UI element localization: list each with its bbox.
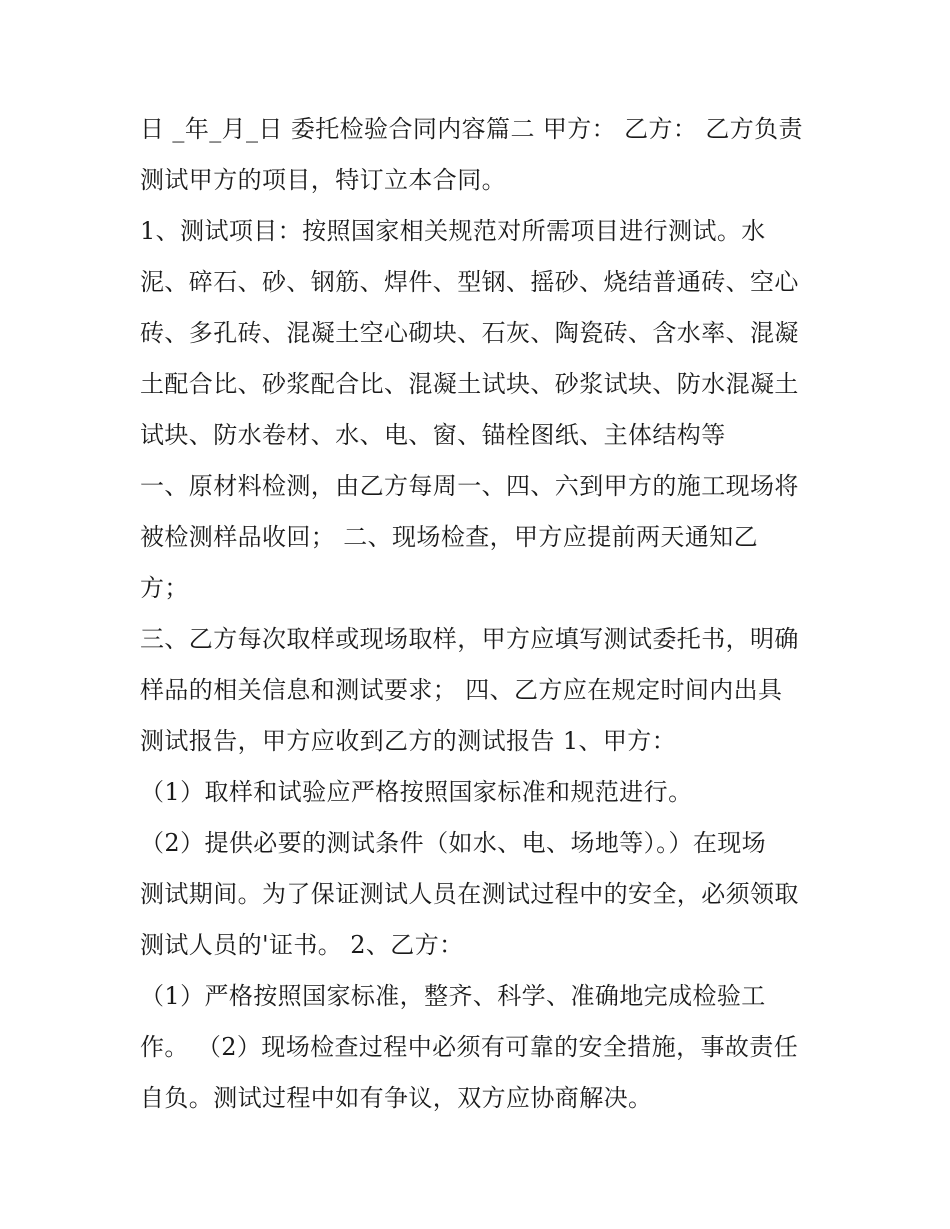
text-line: 测试期间。为了保证测试人员在测试过程中的安全，必须领取 — [140, 880, 799, 908]
text-line: 1、测试项目：按照国家相关规范对所需项目进行测试。水 — [140, 217, 766, 245]
text-line: 泥、碎石、砂、钢筋、焊件、型钢、摇砂、烧结普通砖、空心 — [140, 268, 799, 296]
text-line: 土配合比、砂浆配合比、混凝土试块、砂浆试块、防水混凝土 — [140, 370, 799, 398]
text-line: 作。 （2）现场检查过程中必须有可靠的安全措施，事故责任 — [140, 1033, 799, 1061]
text-line: 样品的相关信息和测试要求； 四、乙方应在规定时间内出具 — [140, 676, 783, 704]
text-line: （1）严格按照国家标准，整齐、科学、准确地完成检验工 — [140, 982, 766, 1010]
text-line: （2）提供必要的测试条件（如水、电、场地等）。）在现场 — [140, 829, 767, 857]
text-line: 被检测样品收回； 二、现场检查，甲方应提前两天通知乙 — [140, 523, 759, 551]
text-line: （1）取样和试验应严格按照国家标准和规范进行。 — [140, 778, 693, 806]
text-line: 试块、防水卷材、水、电、窗、锚栓图纸、主体结构等 — [140, 421, 726, 449]
text-line: 测试人员的'证书。 2、乙方： — [140, 931, 464, 959]
text-line: 测试甲方的项目，特订立本合同。 — [140, 166, 506, 194]
text-line: 自负。测试过程中如有争议，双方应协商解决。 — [140, 1084, 653, 1112]
document-body — [140, 104, 830, 1124]
text-line: 测试报告，甲方应收到乙方的测试报告 1、甲方： — [140, 727, 677, 755]
text-line: 方； — [140, 574, 189, 602]
text-line: 砖、多孔砖、混凝土空心砌块、石灰、陶瓷砖、含水率、混凝 — [140, 319, 799, 347]
text-line: 一、原材料检测，由乙方每周一、四、六到甲方的施工现场将 — [140, 472, 799, 500]
text-line: 三、乙方每次取样或现场取样，甲方应填写测试委托书，明确 — [140, 625, 799, 653]
text-line: 日 _年_月_日 委托检验合同内容篇二 甲方： 乙方： 乙方负责 — [140, 115, 803, 143]
